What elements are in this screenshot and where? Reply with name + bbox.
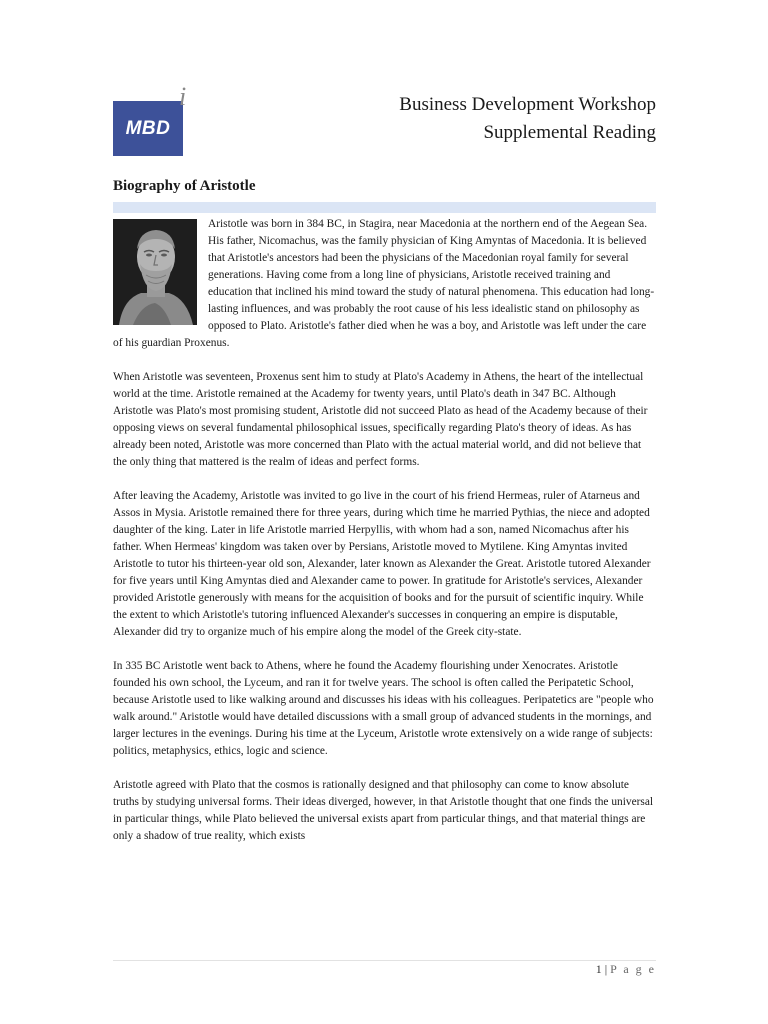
footer-separator: | <box>604 962 608 976</box>
paragraph: After leaving the Academy, Aristotle was invited to go live in the court of his friend Hermeas, ruler of Atarneus and Assos in Mysia. Aristotle remained there for three years, during which time he married Pythias, the niece and adopted daughter of the king. Later in life Aristotle married Herpyllis, with whom had a son, named Nicomachus after his father. When Hermeas' kingdom was taken over by Persians, Aristotle moved to Mytilene. King Amyntas invited Aristotle to tutor his thirteen-year old son, Alexander, later known as Alexander the Great. Aristotle tutored Alexander for five years until King Amyntas died and Alexander came to power. In gratitude for Aristotle's services, Alexander provided Aristotle generously with means for the acquisition of books and for the pursuit of scientific inquiry. While the extent to which Aristotle's tutoring influenced Alexander's successes in conquering an empire is disputable, Alexander did try to organize much of his empire along the model of the Greek city-state. <box>113 490 651 638</box>
section-rule <box>113 202 656 213</box>
article-body <box>113 216 656 862</box>
section-title: Biography of Aristotle <box>113 178 256 194</box>
company-logo <box>113 82 197 156</box>
logo-superscript: i <box>179 82 187 111</box>
header-title-line1: Business Development Workshop <box>399 94 656 115</box>
logo-text: MBD <box>125 117 171 139</box>
paragraph: Aristotle agreed with Plato that the cosmos is rationally designed and that philosophy can come to know absolute truths by studying universal forms. Their ideas diverged, however, in that Aristotle thought that one finds the universal in particular things, while Plato believed the universal exists apart from particular things, and that material things are only a shadow of true reality, which exists <box>113 779 654 842</box>
paragraph: Aristotle was born in 384 BC, in Stagira, near Macedonia at the northern end of the Aegean Sea. His father, Nicomachus, was the family physician of King Amyntas of Macedonia. It is believed that Aristotle's ancestors had been the physicians of the Macedonian royal family for several generations. Having come from a long line of physicians, Aristotle received training and education that inclined his mind toward the study of natural phenomena. This education had long-lasting influences, and was probably the root cause of his less idealistic stand on philosophy as opposed to Plato. Aristotle's father died when he was a boy, and Aristotle was left under the care of his guardian Proxenus. <box>113 218 655 349</box>
header-title-line2: Supplemental Reading <box>483 122 656 143</box>
page-footer <box>596 962 656 977</box>
page-label: P a g e <box>610 962 656 976</box>
page-number: 1 <box>595 962 602 976</box>
paragraph: When Aristotle was seventeen, Proxenus sent him to study at Plato's Academy in Athens, the heart of the intellectual world at the time. Aristotle remained at the Academy for twenty years, until Plato's death in 347 BC. Although Aristotle was Plato's most promising student, Aristotle did not succeed Plato as head of the Academy because of their opposing views on several fundamental philosophical issues, specifically regarding Plato's theory of ideas. As has already been noted, Aristotle was more concerned than Plato with the actual material world, and did not believe that the only thing that mattered is the realm of ideas and perfect forms. <box>113 371 648 468</box>
paragraph: In 335 BC Aristotle went back to Athens, where he found the Academy flourishing under Xenocrates. Aristotle founded his own school, the Lyceum, and ran it for twelve years. The school is often called the Peripatetic School, because Aristotle used to like walking around and discusses his ideas with his colleagues. Peripatetics are "people who walk around." Aristotle would have detailed discussions with a small group of advanced students in the mornings, and larger lectures in the evenings. During his time at the Lyceum, Aristotle wrote extensively on a wide range of subjects: politics, metaphysics, ethics, logic and science. <box>113 660 654 757</box>
footer-rule <box>113 960 656 961</box>
